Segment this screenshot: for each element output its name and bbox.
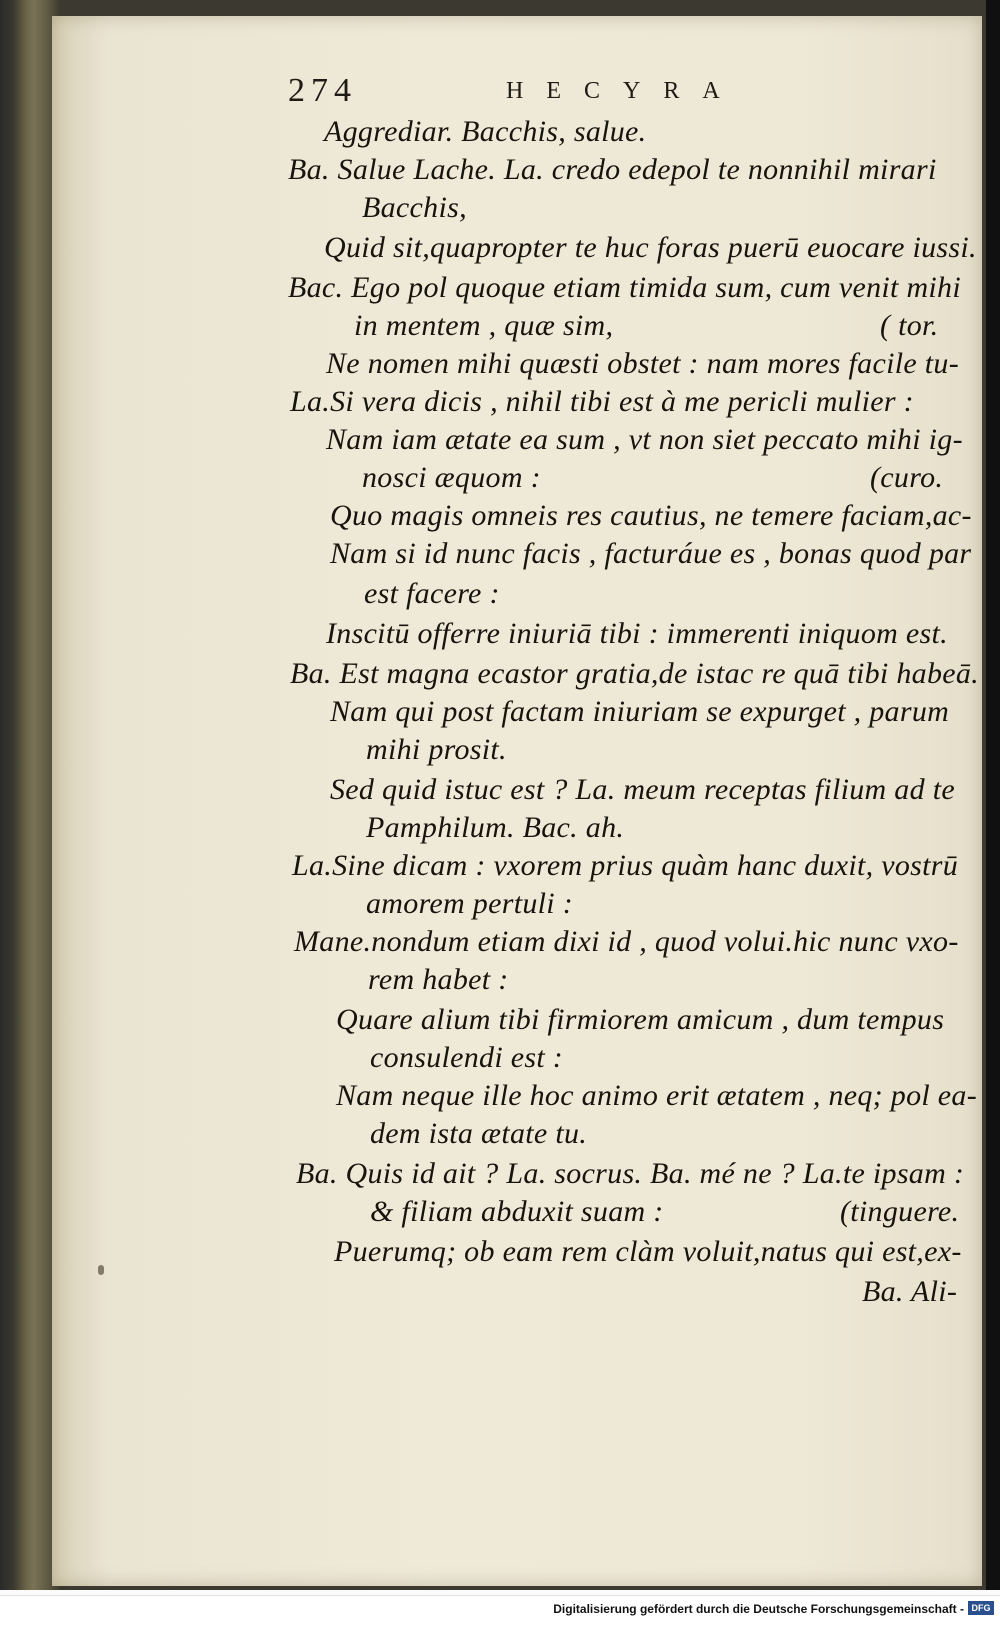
ink-blot (98, 1265, 104, 1275)
text-line: nosci æquom : (362, 461, 541, 494)
text-line: Nam qui post factam iniuriam se expurget , parum (330, 695, 950, 728)
dfg-logo: DFG (968, 1601, 994, 1615)
text-line: Mane.nondum etiam dixi id , quod volui.hic nunc vxo- (294, 925, 959, 958)
text-line: Sed quid istuc est ? La. meum receptas filium ad te (330, 773, 955, 806)
text-line: Ba. Est magna ecastor gratia,de istac re quā tibi habeā. (290, 657, 979, 690)
text-line: in mentem , quæ sim, (354, 309, 614, 342)
text-line: est facere : (364, 577, 500, 610)
footer-credit: Digitalisierung gefördert durch die Deutsche Forschungsgemeinschaft - (553, 1602, 964, 1616)
text-line: consulendi est : (370, 1041, 564, 1074)
text-line: Puerumq; ob eam rem clàm voluit,natus qui est,ex- (334, 1235, 962, 1268)
text-line: Inscitū offerre iniuriā tibi : immerenti iniquom est. (326, 617, 948, 650)
digitization-footer (0, 1595, 1000, 1626)
text-line: Quo magis omneis res cautius, ne temere faciam,ac- (330, 499, 972, 532)
text-line: amorem pertuli : (366, 887, 573, 920)
text-line: Quid sit,quapropter te huc foras puerū euocare iussi. (324, 231, 977, 264)
text-line: Bacchis, (362, 191, 467, 224)
text-line: La.Sine dicam : vxorem prius quàm hanc duxit, vostrū (292, 849, 959, 882)
running-title: HECYRA (506, 78, 743, 104)
text-line: Ba. Quis id ait ? La. socrus. Ba. mé ne ? La.te ipsam : (296, 1157, 965, 1190)
text-line: Aggrediar. Bacchis, salue. (324, 115, 647, 148)
text-line: Ne nomen mihi quæsti obstet : nam mores facile tu- (326, 347, 959, 380)
text-line: Nam iam ætate ea sum , vt non siet peccato mihi ig- (326, 423, 963, 456)
text-line: ( tor. (880, 309, 939, 342)
text-line: Pamphilum. Bac. ah. (366, 811, 625, 844)
text-line: (curo. (870, 461, 944, 494)
text-line: Nam neque ille hoc animo erit ætatem , neq; pol ea- (336, 1079, 978, 1112)
text-line: Quare alium tibi firmiorem amicum , dum tempus (336, 1003, 945, 1036)
text-line: dem ista ætate tu. (370, 1117, 588, 1150)
text-line: mihi prosit. (366, 733, 507, 766)
text-line: La.Si vera dicis , nihil tibi est à me pericli mulier : (290, 385, 914, 418)
text-line: (tinguere. (840, 1195, 960, 1228)
text-line: Ba. Salue Lache. La. credo edepol te nonnihil mirari (288, 153, 937, 186)
text-line: Bac. Ego pol quoque etiam timida sum, cum venit mihi (288, 271, 961, 304)
catchword: Ba. Ali- (862, 1275, 958, 1308)
text-line: rem habet : (368, 963, 509, 996)
page-number: 274 (288, 72, 357, 109)
page-header (0, 72, 1000, 112)
text-line: & filiam abduxit suam : (370, 1195, 664, 1228)
text-line: Nam si id nunc facis , facturáue es , bonas quod par (330, 537, 972, 570)
